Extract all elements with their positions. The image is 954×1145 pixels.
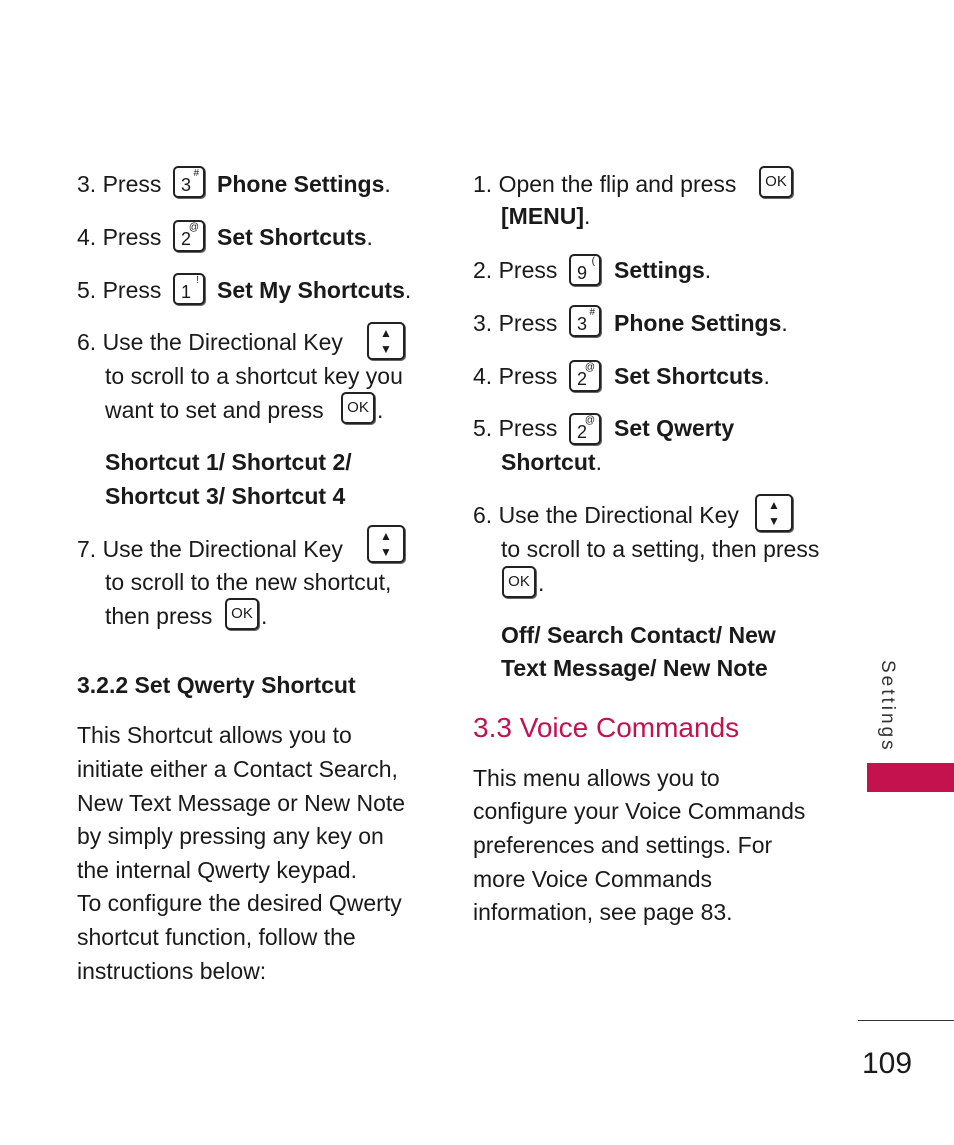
ok-label: OK xyxy=(231,605,253,622)
key-digit: 3 xyxy=(577,314,588,334)
up-arrow-icon: ▲ xyxy=(768,498,780,512)
ok-label: OK xyxy=(765,173,787,190)
up-arrow-icon: ▲ xyxy=(380,326,392,340)
label-suffix: . xyxy=(781,310,788,336)
directional-key-icon xyxy=(367,322,405,360)
key-digit: 3 xyxy=(181,175,192,195)
left-step6-line3: want to set and press xyxy=(105,397,324,423)
left-para-line: by simply pressing any key on xyxy=(77,823,384,849)
left-para-line: To configure the desired Qwerty xyxy=(77,890,402,916)
right-para-line: preferences and settings. For xyxy=(473,832,773,858)
down-arrow-icon: ▼ xyxy=(768,514,780,528)
key-sub: # xyxy=(193,168,199,179)
ok-label: OK xyxy=(508,573,530,590)
right-step1-line1: 1. Open the flip and press xyxy=(473,171,737,197)
left-step7-line3: then press xyxy=(105,603,213,629)
label-text: Set Shortcuts xyxy=(614,363,764,389)
key-sub: ! xyxy=(196,275,199,286)
up-arrow-icon: ▲ xyxy=(380,529,392,543)
section-heading-voice-commands: 3.3 Voice Commands xyxy=(473,712,740,743)
label-text: Set Shortcuts xyxy=(217,224,367,250)
right-step4-label xyxy=(614,362,770,390)
right-para-line: more Voice Commands xyxy=(473,866,713,892)
ok-key-icon xyxy=(502,566,536,598)
key-digit: 2 xyxy=(577,422,588,442)
footer-divider xyxy=(858,1020,954,1021)
right-para-line: configure your Voice Commands xyxy=(473,798,806,824)
ok-key-icon xyxy=(759,166,793,198)
left-step6-options-line2: Shortcut 3/ Shortcut 4 xyxy=(105,483,346,509)
right-step3-prefix: 3. Press xyxy=(473,310,558,336)
key-2-icon xyxy=(569,360,601,392)
left-para-line: the internal Qwerty keypad. xyxy=(77,857,357,883)
key-sub: ( xyxy=(591,256,595,267)
left-para-line: shortcut function, follow the xyxy=(77,924,356,950)
label-text: Phone Settings xyxy=(217,171,385,197)
left-step6-suffix: . xyxy=(377,397,384,423)
left-step3-prefix: 3. Press xyxy=(77,171,162,197)
label-suffix: . xyxy=(763,363,770,389)
key-digit: 2 xyxy=(577,369,588,389)
left-step5-label xyxy=(217,276,411,304)
key-digit: 1 xyxy=(181,282,192,302)
left-para-line: New Text Message or New Note xyxy=(77,790,406,816)
left-para-line: instructions below: xyxy=(77,958,267,984)
right-step2-prefix: 2. Press xyxy=(473,257,558,283)
right-step1-line2 xyxy=(501,202,590,230)
down-arrow-icon: ▼ xyxy=(380,342,392,356)
directional-key-icon xyxy=(755,494,793,532)
label-suffix: . xyxy=(366,224,373,250)
left-para-line: initiate either a Contact Search, xyxy=(77,756,398,782)
left-step3-label xyxy=(217,170,391,198)
left-step7-line2: to scroll to the new shortcut, xyxy=(105,569,392,595)
left-step6-line2: to scroll to a shortcut key you xyxy=(105,363,403,389)
right-step6-suffix: . xyxy=(538,570,545,596)
label-suffix: . xyxy=(584,203,591,229)
right-step4-prefix: 4. Press xyxy=(473,363,558,389)
right-step5-prefix: 5. Press xyxy=(473,415,558,441)
key-2-icon xyxy=(173,220,205,252)
label-text: Phone Settings xyxy=(614,310,782,336)
key-1-icon xyxy=(173,273,205,305)
label-text: Shortcut xyxy=(501,449,596,475)
page-number: 109 xyxy=(862,1047,913,1080)
left-step5-prefix: 5. Press xyxy=(77,277,162,303)
key-sub: @ xyxy=(584,362,595,373)
left-step4-label xyxy=(217,223,373,251)
key-sub: @ xyxy=(584,415,595,426)
left-step6-line1: 6. Use the Directional Key xyxy=(77,329,343,355)
ok-label: OK xyxy=(347,399,369,416)
key-sub: # xyxy=(589,307,595,318)
directional-key-icon xyxy=(367,525,405,563)
key-digit: 9 xyxy=(577,263,588,283)
right-step3-label xyxy=(614,309,788,337)
label-text: Set My Shortcuts xyxy=(217,277,405,303)
label-suffix: . xyxy=(595,449,602,475)
right-step6-line1: 6. Use the Directional Key xyxy=(473,502,739,528)
ok-key-icon xyxy=(341,392,375,424)
label-text: Settings xyxy=(614,257,705,283)
key-9-icon xyxy=(569,254,601,286)
key-2-icon xyxy=(569,413,601,445)
label-suffix: . xyxy=(384,171,391,197)
key-sub: @ xyxy=(188,222,199,233)
label-suffix: . xyxy=(404,277,412,303)
left-step7-suffix: . xyxy=(261,603,268,629)
left-step4-prefix: 4. Press xyxy=(77,224,162,250)
right-para-line: This menu allows you to xyxy=(473,765,720,791)
right-para-line: information, see page 83. xyxy=(473,899,733,925)
menu-label: [MENU] xyxy=(501,203,585,229)
right-step2-label xyxy=(614,256,711,284)
left-step7-line1: 7. Use the Directional Key xyxy=(77,536,343,562)
left-step6-options-line1: Shortcut 1/ Shortcut 2/ xyxy=(105,449,352,475)
side-section-tab xyxy=(867,763,954,792)
side-section-label: Settings xyxy=(877,660,898,753)
key-3-icon xyxy=(173,166,205,198)
key-digit: 2 xyxy=(181,229,192,249)
label-suffix: . xyxy=(704,257,712,283)
down-arrow-icon: ▼ xyxy=(380,545,392,559)
right-step5-label2 xyxy=(501,448,602,476)
right-step6-options-line1: Off/ Search Contact/ New xyxy=(501,622,776,648)
right-step6-options-line2: Text Message/ New Note xyxy=(501,655,768,681)
ok-key-icon xyxy=(225,598,259,630)
right-step5-label1: Set Qwerty xyxy=(614,415,735,441)
right-step6-line2: to scroll to a setting, then press xyxy=(501,536,820,562)
left-para-line: This Shortcut allows you to xyxy=(77,722,352,748)
section-heading-set-qwerty-shortcut: 3.2.2 Set Qwerty Shortcut xyxy=(77,672,356,698)
key-3-icon xyxy=(569,305,601,337)
